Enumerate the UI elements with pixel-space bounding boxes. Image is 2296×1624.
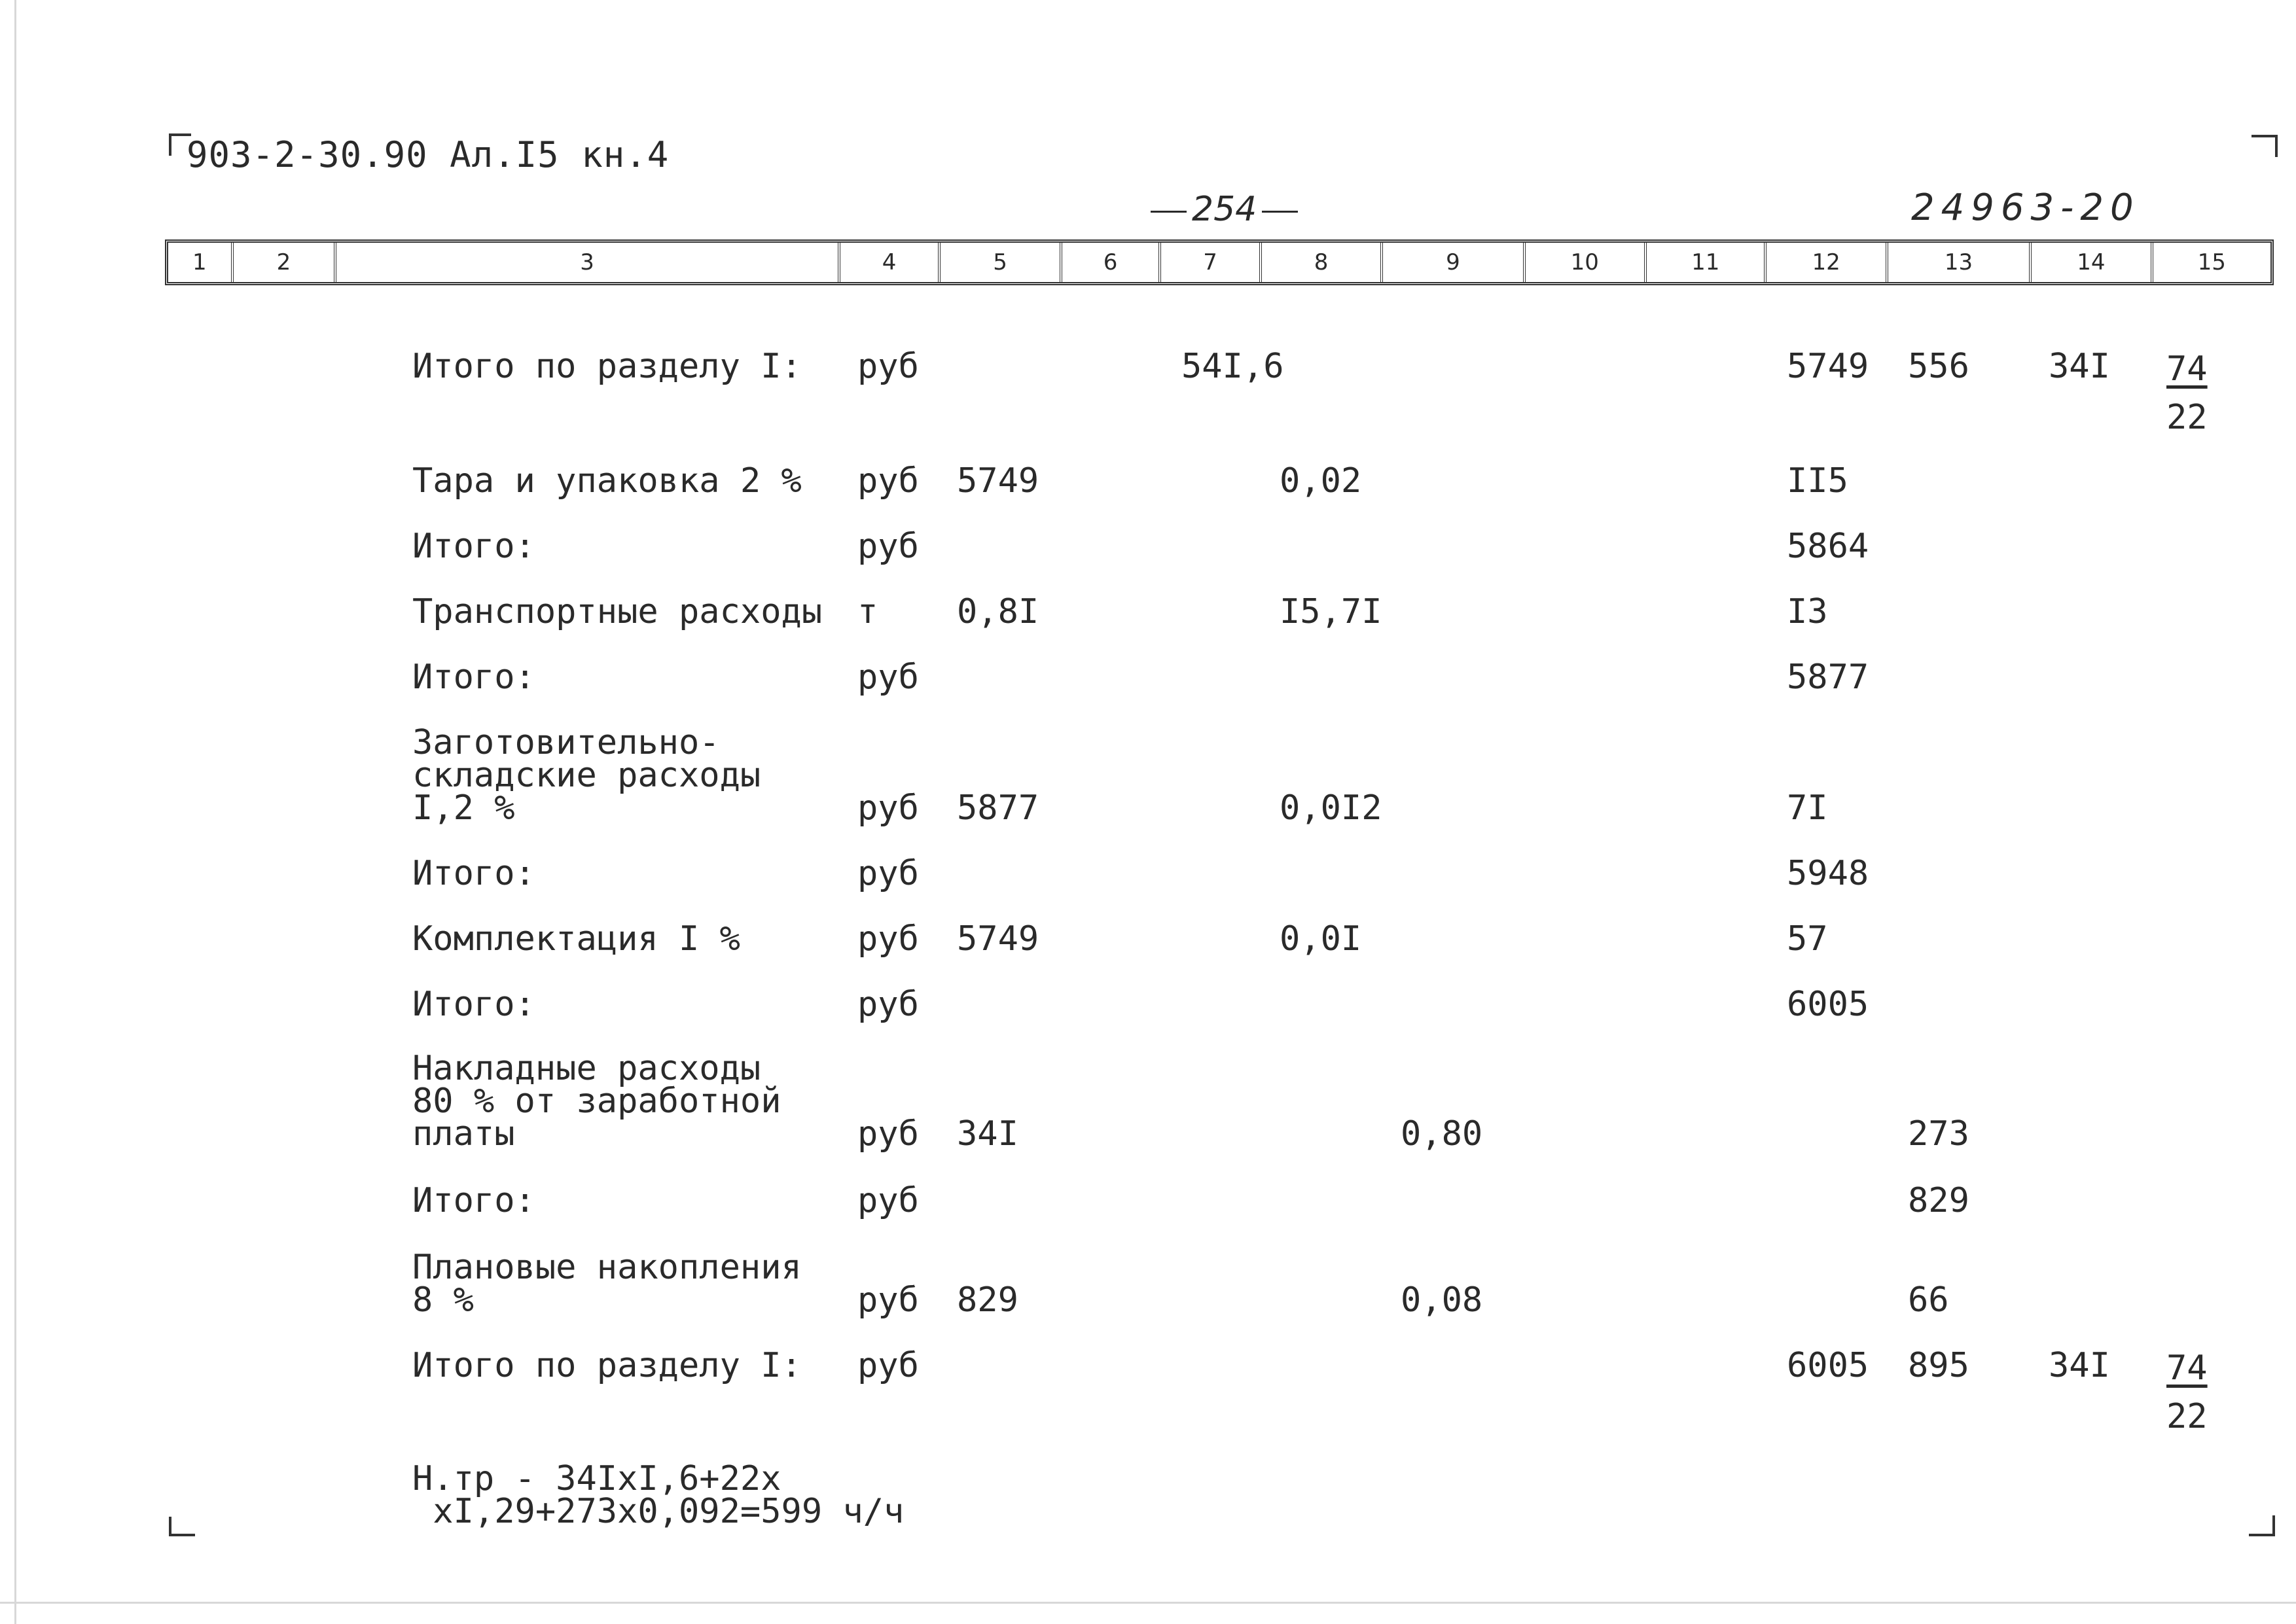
unit: руб <box>857 658 919 697</box>
column-header: 12 <box>1767 243 1888 282</box>
value-col12: 6005 <box>1787 1346 1869 1385</box>
column-header: 15 <box>2197 249 2226 275</box>
sheet-number: 24963-20 <box>1911 186 2140 229</box>
fraction-numerator: 74 <box>2166 1349 2208 1388</box>
value-col12: 6005 <box>1787 985 1869 1024</box>
fraction-denominator: 22 <box>2166 1397 2208 1436</box>
column-header: 4 <box>840 243 941 282</box>
value-col5: 829 <box>957 1280 1018 1320</box>
unit: руб <box>857 1114 919 1154</box>
value-col7: 54I,6 <box>1181 347 1284 386</box>
value-col14: 34I <box>2049 347 2110 386</box>
value-col5: 0,8I <box>957 592 1039 631</box>
value-col5: 5749 <box>957 919 1039 959</box>
value-col13: 829 <box>1908 1181 1969 1220</box>
value-col8: 0,0I <box>1280 919 1362 959</box>
column-header: 11 <box>1647 243 1767 282</box>
unit: руб <box>857 461 919 501</box>
column-header: 2 <box>234 243 337 282</box>
item-name: Итого: <box>412 854 535 893</box>
document-code: 903-2-30.90 Ал.I5 кн.4 <box>187 134 670 175</box>
column-header: 10 <box>1526 243 1647 282</box>
unit: руб <box>857 919 919 959</box>
fraction-denominator: 22 <box>2166 398 2208 437</box>
corner-mark-top-right <box>2251 135 2278 157</box>
unit: руб <box>857 1181 919 1220</box>
column-header: 7 <box>1161 243 1262 282</box>
value-col9: 0,80 <box>1401 1114 1483 1154</box>
item-name: Итого по разделу I: <box>412 1346 802 1385</box>
value-col5: 34I <box>957 1114 1018 1154</box>
unit: руб <box>857 985 919 1024</box>
item-name: Итого по разделу I: <box>412 347 802 386</box>
value-col15-fraction <box>2166 345 2208 442</box>
value-col8: I5,7I <box>1280 592 1382 631</box>
item-name: Комплектация I % <box>412 919 740 959</box>
value-col13: 895 <box>1908 1346 1969 1385</box>
unit: т <box>857 592 878 631</box>
value-col14: 34I <box>2049 1346 2110 1385</box>
unit: руб <box>857 347 919 386</box>
page-number <box>1145 190 1303 229</box>
value-col12: 5948 <box>1787 854 1869 893</box>
unit: руб <box>857 854 919 893</box>
corner-mark-bottom-right <box>2249 1515 2275 1536</box>
unit: руб <box>857 527 919 566</box>
value-col13: 66 <box>1908 1280 1949 1320</box>
labor-norm-formula: Н.тр - 34IxI,6+22x xI,29+273x0,092=599 ч/ч <box>412 1459 905 1531</box>
value-col15-fraction <box>2166 1344 2208 1441</box>
column-header: 3 <box>336 243 840 282</box>
item-name: Итого: <box>412 1181 535 1220</box>
item-name: Транспортные расходы <box>412 592 823 631</box>
value-col13: 273 <box>1908 1114 1969 1154</box>
column-header: 6 <box>1062 243 1162 282</box>
column-header: 5 <box>941 243 1062 282</box>
column-header: 14 <box>2032 243 2153 282</box>
value-col12: 5864 <box>1787 527 1869 566</box>
value-col12: 7I <box>1787 788 1828 828</box>
value-col12: 5877 <box>1787 658 1869 697</box>
unit: руб <box>857 1346 919 1385</box>
page-number-text: 254 <box>1192 190 1257 229</box>
unit: руб <box>857 1280 919 1320</box>
item-name: Тара и упаковка 2 % <box>412 461 802 501</box>
column-header: 9 <box>1383 243 1525 282</box>
column-header: 8 <box>1262 243 1383 282</box>
value-col12: 5749 <box>1787 347 1869 386</box>
value-col8: 0,0I2 <box>1280 788 1382 828</box>
item-name: Накладные расходы 80 % от заработной платы <box>412 1049 781 1154</box>
column-header-strip <box>165 239 2274 285</box>
item-name: Плановые накопления 8 % <box>412 1248 802 1320</box>
item-name: Заготовительно- складские расходы I,2 % <box>412 723 761 828</box>
value-col13: 556 <box>1908 347 1969 386</box>
value-col8: 0,02 <box>1280 461 1362 501</box>
item-name: Итого: <box>412 527 535 566</box>
value-col12: 57 <box>1787 919 1828 959</box>
value-col12: II5 <box>1787 461 1848 501</box>
corner-mark-bottom-left <box>169 1517 195 1536</box>
value-col9: 0,08 <box>1401 1280 1483 1320</box>
fraction-numerator: 74 <box>2166 349 2208 389</box>
column-header: 1 <box>168 243 234 282</box>
value-col12: I3 <box>1787 592 1828 631</box>
item-name: Итого: <box>412 985 535 1024</box>
item-name: Итого: <box>412 658 535 697</box>
column-header: 13 <box>1888 243 2032 282</box>
unit: руб <box>857 788 919 828</box>
value-col5: 5877 <box>957 788 1039 828</box>
value-col5: 5749 <box>957 461 1039 501</box>
